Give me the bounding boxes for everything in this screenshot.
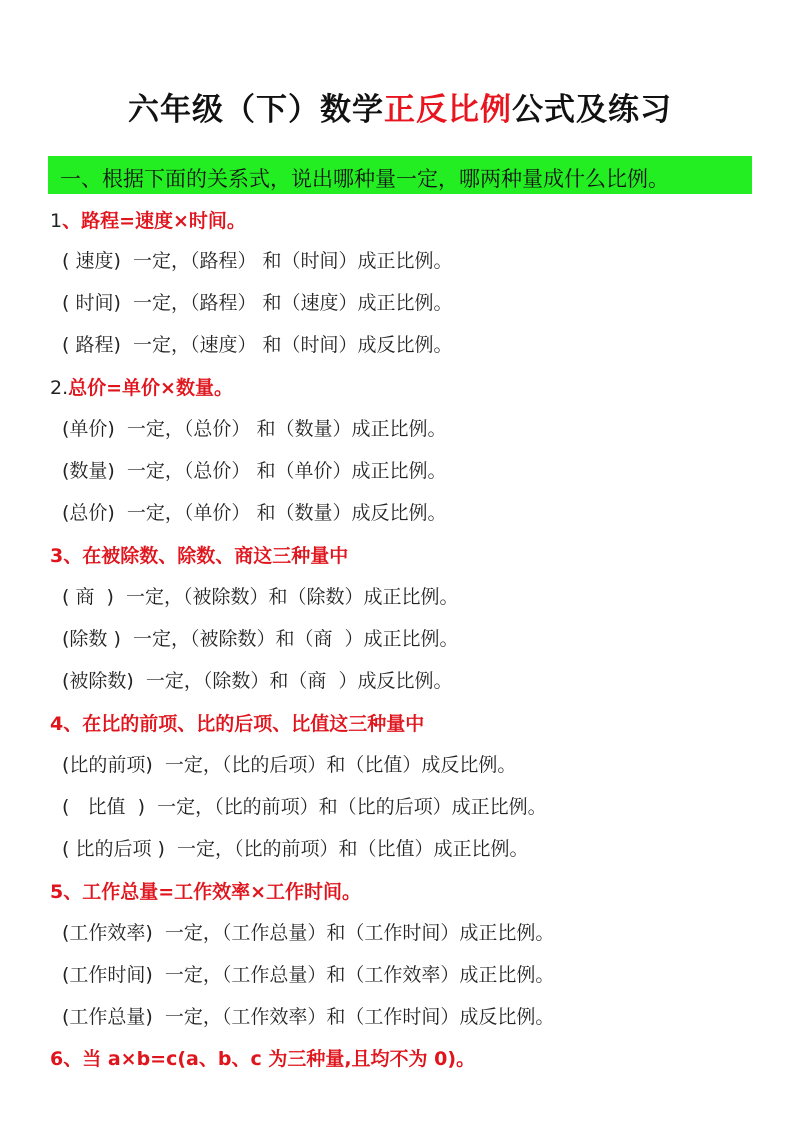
- title-highlight: 正反比例: [384, 92, 512, 128]
- section-heading-text: 6、当 a×b=c(a、b、c 为三种量,且均不为 0)。: [50, 1048, 476, 1070]
- list-item: ( 比值 ) 一定，（比的前项）和（比的后项）成正比例。: [62, 796, 547, 818]
- list-item: (工作时间) 一定，（工作总量）和（工作效率）成正比例。: [62, 964, 555, 986]
- list-item: (数量) 一定，（总价） 和（单价）成正比例。: [62, 460, 447, 482]
- section-banner-text: 一、根据下面的关系式，说出哪种量一定，哪两种量成什么比例。: [60, 167, 669, 191]
- section-heading-text: 总价=单价×数量。: [68, 377, 233, 399]
- section-heading-1: [50, 209, 246, 233]
- section-heading-text: 、路程=速度×时间。: [62, 210, 246, 232]
- section-heading-2: [50, 376, 233, 400]
- list-item: ( 商 ) 一定，（被除数）和（除数）成正比例。: [62, 586, 459, 608]
- list-item: (工作效率) 一定，（工作总量）和（工作时间）成正比例。: [62, 922, 555, 944]
- list-item: ( 路程) 一定，（速度） 和（时间）成反比例。: [62, 334, 453, 356]
- list-item: ( 速度) 一定，（路程） 和（时间）成正比例。: [62, 250, 453, 272]
- section-number: 1: [50, 210, 63, 232]
- list-item: (比的前项) 一定，（比的后项）和（比值）成反比例。: [62, 754, 517, 776]
- list-item: (被除数) 一定，（除数）和（商 ）成反比例。: [62, 670, 453, 692]
- list-item: (单价) 一定，（总价） 和（数量）成正比例。: [62, 418, 447, 440]
- section-heading-text: 5、工作总量=工作效率×工作时间。: [50, 881, 362, 903]
- list-item: (总价) 一定，（单价） 和（数量）成反比例。: [62, 502, 447, 524]
- list-item: ( 比的后项 ) 一定，（比的前项）和（比值）成正比例。: [62, 838, 529, 860]
- section-heading-text: 4、在比的前项、比的后项、比值这三种量中: [50, 713, 425, 735]
- list-item: ( 时间) 一定，（路程） 和（速度）成正比例。: [62, 292, 453, 314]
- section-heading-4: [50, 712, 424, 736]
- section-heading-3: [50, 544, 348, 568]
- list-item: (工作总量) 一定，（工作效率）和（工作时间）成反比例。: [62, 1006, 555, 1028]
- page-title: [0, 84, 800, 129]
- title-suffix: 公式及练习: [512, 92, 672, 128]
- title-prefix: 六年级（下）数学: [128, 92, 384, 128]
- section-heading-5: [50, 880, 361, 904]
- section-heading-6: [50, 1047, 475, 1071]
- list-item: (除数 ) 一定，（被除数）和（商 ）成正比例。: [62, 628, 459, 650]
- section-number: 2.: [50, 377, 69, 399]
- section-heading-text: 3、在被除数、除数、商这三种量中: [50, 545, 349, 567]
